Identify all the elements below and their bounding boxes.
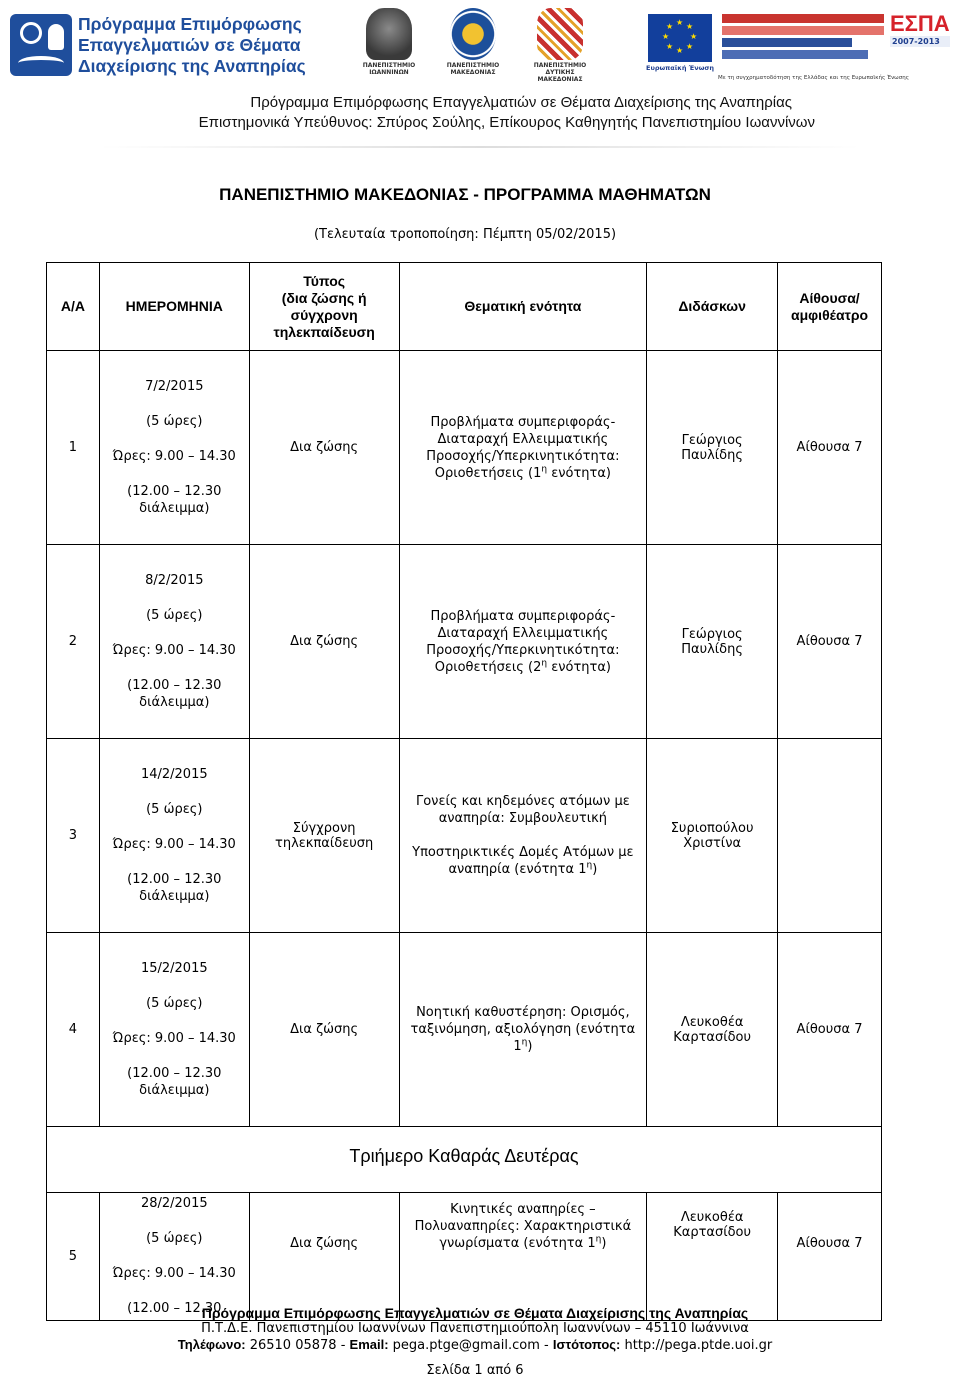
- date: 15/2/2015: [140, 961, 208, 976]
- table-row: [47, 545, 882, 739]
- footer-address: Π.Τ.Δ.Ε. Πανεπιστημίου Ιωαννίνων Πανεπιστημιούπολη Ιωαννίνων – 45110 Ιωάννινα: [201, 1321, 749, 1336]
- teacher-cell: Λευκοθέα Καρτασίδου: [647, 1193, 778, 1321]
- type-cell: Δια ζώσης: [249, 545, 399, 739]
- teacher-cell: Λευκοθέα Καρτασίδου: [647, 933, 778, 1127]
- teacher-cell: Γεώργιος Παυλίδης: [647, 545, 778, 739]
- header-date: ΗΜΕΡΟΜΗΝΙΑ: [99, 263, 249, 351]
- date-cell: [99, 1193, 249, 1321]
- break-time: (12.00 – 12.30: [127, 872, 222, 887]
- date: 8/2/2015: [145, 573, 204, 588]
- accessibility-icon: [10, 14, 72, 76]
- hours: (5 ώρες): [146, 414, 203, 429]
- section-heading: Τριήμερο Καθαράς Δευτέρας: [47, 1127, 882, 1193]
- espa-logo: [890, 12, 950, 70]
- footer-program: Πρόγραμμα Επιμόρφωσης Επαγγελματιών σε Θέματα Διαχείρισης της Αναπηρίας: [201, 1305, 749, 1321]
- break-label: διάλειμμα): [139, 501, 210, 516]
- cofunding-note: Με τη συγχρηματοδότηση της Ελλάδας και της Ευρωπαϊκής Ένωσης: [718, 75, 909, 81]
- topic-cell: Προβλήματα συμπεριφοράς- Διαταραχή Ελλειμματικής Προσοχής/Υπερκινητικότητα: Οριοθετήσεις ($2^\eta$ ενότητα): [399, 545, 647, 739]
- date: 28/2/2015: [140, 1196, 208, 1211]
- room-cell: Αίθουσα 7: [778, 351, 882, 545]
- email-link[interactable]: pega.ptge@gmail.com -: [388, 1338, 553, 1353]
- time: Ώρες: 9.00 – 14.30: [112, 449, 236, 464]
- topic-cell: Νοητική καθυστέρηση: Ορισμός, ταξινόμηση, αξιολόγηση (ενότητα $1^\eta$): [399, 933, 647, 1127]
- eu-flag-icon: ★ ★ ★ ★ ★ ★ ★ ★: [648, 14, 712, 62]
- logo-row: [10, 6, 950, 84]
- hours: (5 ώρες): [146, 996, 203, 1011]
- last-modified: (Τελευταία τροποποίηση: Πέμπτη 05/02/2015): [313, 227, 617, 242]
- break-label: διάλειμμα): [139, 1083, 210, 1098]
- hours: (5 ώρες): [146, 802, 203, 817]
- header-text: [176, 93, 815, 133]
- break-time: (12.00 – 12.30: [127, 484, 222, 499]
- header-supervisor-line: Επιστημονικά Υπεύθυνος: Σπύρος Σούλης, Επίκουρος Καθηγητής Πανεπιστημίου Ιωαννίνων: [198, 114, 815, 131]
- section-row: [47, 1127, 882, 1193]
- ministry-logo: [722, 14, 884, 72]
- room-cell: [778, 739, 882, 933]
- header-aa: Α/Α: [47, 263, 100, 351]
- topic-cell: Κινητικές αναπηρίες – Πολυαναπηρίες: Χαρακτηριστικά γνωρίσματα (ενότητα $1^\eta$): [399, 1193, 647, 1321]
- page-number: Σελίδα 1 από 6: [426, 1363, 524, 1375]
- date: 14/2/2015: [140, 767, 208, 782]
- phone-value: 26510 05878 -: [245, 1338, 350, 1353]
- row-number: 4: [47, 933, 100, 1127]
- break-time: (12.00 – 12.30: [127, 1301, 222, 1316]
- topic-cell: Γονείς και κηδεμόνες ατόμων με αναπηρία: Συμβουλευτική Υποστηρικτικές Δομές Ατόμων με αναπηρία (ενότητα $1^\eta$): [399, 739, 647, 933]
- date-cell: [99, 351, 249, 545]
- type-cell: Δια ζώσης: [249, 933, 399, 1127]
- break-label: διάλειμμα): [139, 695, 210, 710]
- hours: (5 ώρες): [146, 608, 203, 623]
- table-row: [47, 351, 882, 545]
- row-number: 1: [47, 351, 100, 545]
- uom-logo: [440, 8, 506, 84]
- break-label: διάλειμμα): [139, 889, 210, 904]
- header-program-line: Πρόγραμμα Επιμόρφωσης Επαγγελματιών σε Θέματα Διαχείρισης της Αναπηρίας: [250, 94, 792, 111]
- type-cell: Σύγχρονη τηλεκπαίδευση: [249, 739, 399, 933]
- room-cell: Αίθουσα 7: [778, 933, 882, 1127]
- website-label: Ιστότοπος:: [552, 1337, 621, 1352]
- owl-emblem-icon: [366, 8, 412, 60]
- website-link[interactable]: http://pega.ptde.uoi.gr: [620, 1338, 773, 1353]
- page-header: [0, 0, 960, 150]
- hours: (5 ώρες): [146, 1231, 203, 1246]
- table-header-row: [47, 263, 882, 351]
- uowm-logo: [522, 8, 598, 84]
- type-cell: Δια ζώσης: [249, 351, 399, 545]
- espa-years: 2007-2013: [890, 36, 950, 47]
- time: Ώρες: 9.00 – 14.30: [112, 1266, 236, 1281]
- time: Ώρες: 9.00 – 14.30: [112, 643, 236, 658]
- table-row: [47, 1193, 882, 1321]
- room-cell: Αίθουσα 7: [778, 1193, 882, 1321]
- program-logo: [10, 6, 340, 84]
- header-divider: [100, 146, 860, 148]
- eu-label: Ευρωπαϊκή Ένωση: [646, 64, 715, 72]
- knot-emblem-icon: [537, 8, 583, 60]
- header-room: Αίθουσα/ αμφιθέατρο: [778, 263, 882, 351]
- teacher-cell: Συριοπούλου Χριστίνα: [647, 739, 778, 933]
- header-topic: Θεματική ενότητα: [399, 263, 647, 351]
- row-number: 2: [47, 545, 100, 739]
- table-row: [47, 739, 882, 933]
- date: 7/2/2015: [145, 379, 204, 394]
- header-type: Τύπος (δια ζώσης ή σύγχρονη τηλεκπαίδευση: [249, 263, 399, 351]
- uom-label: ΠΑΝΕΠΙΣΤΗΜΙΟ ΜΑΚΕΔΟΝΙΑΣ: [446, 62, 500, 76]
- time: Ώρες: 9.00 – 14.30: [112, 837, 236, 852]
- espa-label: ΕΣΠΑ: [890, 11, 950, 36]
- break-time: (12.00 – 12.30: [127, 678, 222, 693]
- date-cell: [99, 933, 249, 1127]
- room-cell: Αίθουσα 7: [778, 545, 882, 739]
- teacher-cell: Γεώργιος Παυλίδης: [647, 351, 778, 545]
- uom-emblem-icon: [450, 8, 496, 60]
- break-time: (12.00 – 12.30: [127, 1066, 222, 1081]
- date-cell: [99, 545, 249, 739]
- uoi-label: ΠΑΝΕΠΙΣΤΗΜΙΟ ΙΩΑΝΝΙΝΩΝ: [362, 62, 416, 76]
- type-cell: Δια ζώσης: [249, 1193, 399, 1321]
- program-logo-text: Πρόγραμμα Επιμόρφωσης Επαγγελματιών σε Θέματα Διαχείρισης της Αναπηρίας: [78, 13, 306, 76]
- footer-contact: [0, 1337, 950, 1354]
- page-title: ΠΑΝΕΠΙΣΤΗΜΙΟ ΜΑΚΕΔΟΝΙΑΣ - ΠΡΟΓΡΑΜΜΑ ΜΑΘΗΜΑΤΩΝ: [219, 185, 711, 204]
- row-number: 5: [47, 1193, 100, 1321]
- email-label: Email:: [349, 1337, 389, 1352]
- uoi-logo: [356, 8, 422, 84]
- date-cell: [99, 739, 249, 933]
- header-teacher: Διδάσκων: [647, 263, 778, 351]
- time: Ώρες: 9.00 – 14.30: [112, 1031, 236, 1046]
- row-number: 3: [47, 739, 100, 933]
- schedule-table: [46, 262, 882, 1321]
- topic-cell: Προβλήματα συμπεριφοράς- Διαταραχή Ελλειμματικής Προσοχής/Υπερκινητικότητα: Οριοθετήσεις ($1^\eta$ ενότητα): [399, 351, 647, 545]
- table-row: [47, 933, 882, 1127]
- phone-label: Τηλέφωνο:: [177, 1337, 246, 1352]
- uowm-label: ΠΑΝΕΠΙΣΤΗΜΙΟ ΔΥΤΙΚΗΣ ΜΑΚΕΔΟΝΙΑΣ: [533, 62, 587, 83]
- page-footer: [0, 1305, 950, 1375]
